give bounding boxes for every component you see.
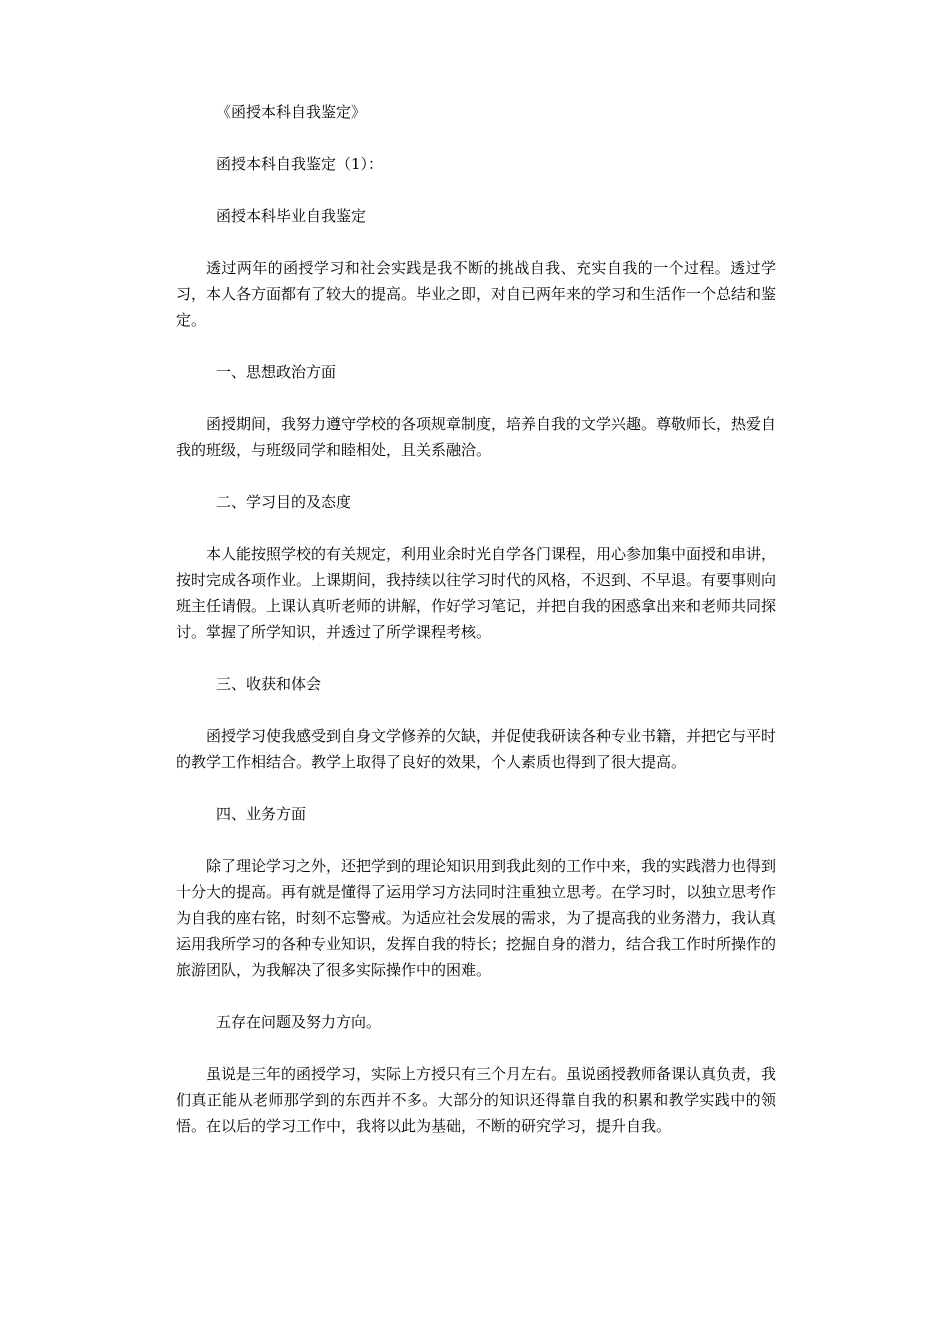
- section-body-politics: 函授期间，我努力遵守学校的各项规章制度，培养自我的文学兴趣。尊敬师长，热爱自我的班级，与班级同学和睦相处，且关系融洽。: [176, 415, 777, 459]
- section-body-study-attitude: 本人能按照学校的有关规定，利用业余时光自学各门课程，用心参加集中面授和串讲，按时完成各项作业。上课期间，我持续以往学习时代的风格，不迟到、不早退。有要事则向班主任请假。上课认真听老师的讲解，作好学习笔记，并把自我的困惑拿出来和老师共同探讨。掌握了所学知识，并透过了所学课程考核。: [176, 545, 777, 641]
- document-subtitle: 函授本科自我鉴定（1）：: [216, 155, 384, 173]
- section-title-gains: 三、收获和体会: [216, 675, 322, 693]
- section-title-study-attitude: 二、学习目的及态度: [216, 493, 352, 511]
- section-title-business: 四、业务方面: [216, 805, 307, 823]
- section-body-business: 除了理论学习之外，还把学到的理论知识用到我此刻的工作中来，我的实践潜力也得到十分大的提高。再有就是懂得了运用学习方法同时注重独立思考。在学习时，以独立思考作为自我的座右铭，时刻不忘警戒。为适应社会发展的需求，为了提高我的业务潜力，我认真运用我所学习的各种专业知识，发挥自我的特长；挖掘自身的潜力，结合我工作时所操作的旅游团队，为我解决了很多实际操作中的困难。: [176, 857, 777, 979]
- document-title: 《函授本科自我鉴定》: [216, 103, 367, 121]
- section-title-politics: 一、思想政治方面: [216, 363, 337, 381]
- section-body-problems: 虽说是三年的函授学习，实际上方授只有三个月左右。虽说函授教师备课认真负责，我们真正能从老师那学到的东西并不多。大部分的知识还得靠自我的积累和教学实践中的领悟。在以后的学习工作中，我将以此为基础，不断的研究学习，提升自我。: [176, 1065, 777, 1135]
- document-heading: 函授本科毕业自我鉴定: [216, 207, 367, 225]
- section-body-gains: 函授学习使我感受到自身文学修养的欠缺，并促使我研读各种专业书籍，并把它与平时的教学工作相结合。教学上取得了良好的效果，个人素质也得到了很大提高。: [176, 727, 777, 771]
- intro-paragraph: 透过两年的函授学习和社会实践是我不断的挑战自我、充实自我的一个过程。透过学习，本人各方面都有了较大的提高。毕业之即，对自已两年来的学习和生活作一个总结和鉴定。: [176, 259, 777, 329]
- document-body: [176, 99, 776, 1165]
- section-title-problems: 五存在问题及努力方向。: [216, 1013, 382, 1031]
